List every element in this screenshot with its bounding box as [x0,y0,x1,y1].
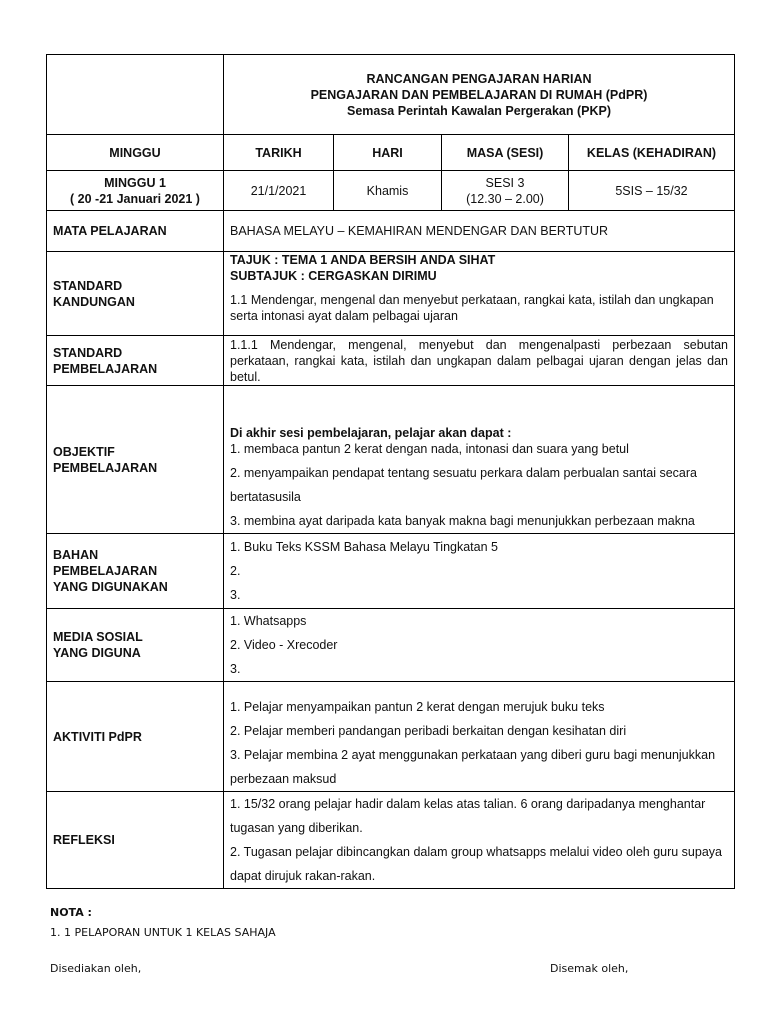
media-label-line1: MEDIA SOSIAL [53,630,143,644]
objektif-item-1: 1. membaca pantun 2 kerat dengan nada, intonasi dan suara yang betul [230,442,629,456]
kelas-value: 5SIS – 15/32 [569,171,735,211]
minggu-range: ( 20 -21 Januari 2021 ) [70,191,200,206]
aktiviti-item-1: 1. Pelajar menyampaikan pantun 2 kerat dengan merujuk buku teks [230,700,605,714]
col-header-minggu: MINGGU [47,135,224,171]
media-item-1: 1. Whatsapps [230,614,307,628]
mata-pelajaran-row [47,211,735,252]
bahan-label-line2: PEMBELAJARAN [53,564,158,578]
media-row [47,609,735,682]
masa-cell [442,171,569,211]
aktiviti-item-2: 2. Pelajar memberi pandangan peribadi berkaitan dengan kesihatan diri [230,724,627,738]
minggu-value: MINGGU 1 [104,175,166,190]
objektif-row [47,386,735,534]
col-header-kelas: KELAS (KEHADIRAN) [569,135,735,171]
objektif-item-3: 3. membina ayat daripada kata banyak makna bagi menunjukkan perbezaan makna [230,514,695,528]
aktiviti-item-3: 3. Pelajar membina 2 ayat menggunakan perkataan yang diberi guru bagi menunjukkan perbezaan maksud [230,748,716,786]
col-header-tarikh: TARIKH [224,135,334,171]
bahan-item-3: 3. [230,588,241,602]
refleksi-item-1: 1. 15/32 orang pelajar hadir dalam kelas atas talian. 6 orang daripadanya menghantar tugasan yang diberikan. [230,797,706,835]
standard-pembelajaran-row [47,336,735,386]
header-title-line2: PENGAJARAN DAN PEMBELAJARAN DI RUMAH (PdPR) [310,87,648,102]
signature-row [50,961,730,977]
aktiviti-content [224,682,735,792]
standard-kandungan-content [224,252,735,336]
aktiviti-row [47,682,735,792]
col-header-hari: HARI [334,135,442,171]
standard-kandungan-label-line1: STANDARD [53,278,123,293]
lesson-plan-table [46,54,735,889]
tajuk-text: TAJUK : TEMA 1 ANDA BERSIH ANDA SIHAT [230,253,496,267]
masa-sesi: SESI 3 [485,175,525,190]
media-item-3: 3. [230,662,241,676]
objektif-label-line2: PEMBELAJARAN [53,460,158,475]
standard-kandungan-row [47,252,735,336]
nota-heading: NOTA : [50,906,92,919]
bahan-label-line1: BAHAN [53,548,99,562]
media-label-line2: YANG DIGUNA [53,646,141,660]
standard-kandungan-text: 1.1 Mendengar, mengenal dan menyebut perkataan, rangkai kata, istilah dan ungkapan serta intonasi ayat dalam pelbagai ujaran [230,293,714,323]
mata-pelajaran-label: MATA PELAJARAN [47,211,224,252]
minggu-cell [47,171,224,211]
media-item-2: 2. Video - Xrecoder [230,638,338,652]
header-title-line1: RANCANGAN PENGAJARAN HARIAN [366,71,592,86]
objektif-item-2: 2. menyampaikan pendapat tentang sesuatu perkara dalam perbualan santai secara bertatasusila [230,466,697,504]
standard-pembelajaran-label-line2: PEMBELAJARAN [53,361,158,376]
media-content [224,609,735,682]
disemak-label: Disemak oleh, [550,962,629,975]
objektif-label-line1: OBJEKTIF [53,444,115,459]
bahan-item-2: 2. [230,564,241,578]
mata-pelajaran-value: BAHASA MELAYU – KEMAHIRAN MENDENGAR DAN BERTUTUR [224,211,735,252]
masa-time: (12.30 – 2.00) [466,191,544,206]
standard-pembelajaran-label [47,336,224,386]
disediakan-label: Disediakan oleh, [50,962,142,975]
bahan-row [47,534,735,609]
header-title-line3: Semasa Perintah Kawalan Pergerakan (PKP) [347,103,612,118]
standard-pembelajaran-label-line1: STANDARD [53,345,123,360]
tarikh-value: 21/1/2021 [224,171,334,211]
objektif-intro: Di akhir sesi pembelajaran, pelajar akan dapat : [230,426,512,440]
bahan-content [224,534,735,609]
bahan-label-line3: YANG DIGUNAKAN [53,580,168,594]
refleksi-row [47,792,735,889]
standard-kandungan-label [47,252,224,336]
aktiviti-label: AKTIVITI PdPR [47,682,224,792]
standard-kandungan-label-line2: KANDUNGAN [53,294,135,309]
standard-pembelajaran-text: 1.1.1 Mendengar, mengenal, menyebut dan mengenalpasti perbezaan sebutan perkataan, rangkai kata, istilah dan ungkapan dalam pelbagai ujaran dengan jelas dan betul. [224,336,735,386]
bahan-label [47,534,224,609]
refleksi-item-2: 2. Tugasan pelajar dibincangkan dalam group whatsapps melalui video oleh guru supaya dapat dirujuk rakan-rakan. [230,845,722,883]
nota-item-1: 1. 1 PELAPORAN UNTUK 1 KELAS SAHAJA [50,926,276,939]
column-header-row [47,135,735,171]
objektif-content [224,386,735,534]
hari-value: Khamis [334,171,442,211]
subtajuk-text: SUBTAJUK : CERGASKAN DIRIMU [230,269,437,283]
refleksi-label: REFLEKSI [47,792,224,889]
col-header-masa: MASA (SESI) [442,135,569,171]
header-row [47,55,735,135]
info-row [47,171,735,211]
media-label [47,609,224,682]
footer-notes [50,905,730,977]
objektif-label [47,386,224,534]
refleksi-content [224,792,735,889]
bahan-item-1: 1. Buku Teks KSSM Bahasa Melayu Tingkatan 5 [230,540,498,554]
header-title-cell [224,55,735,135]
header-blank-cell [47,55,224,135]
